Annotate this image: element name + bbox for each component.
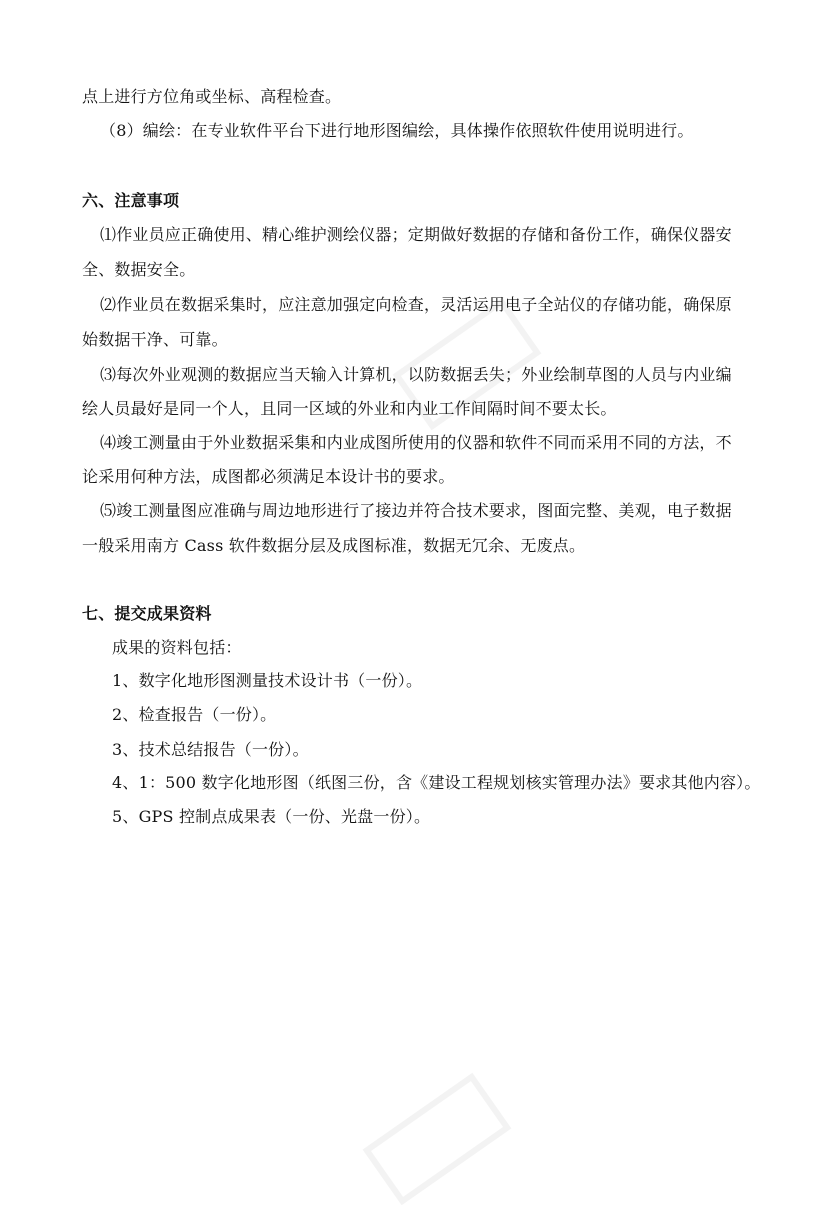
list-item: 5、GPS 控制点成果表（一份、光盘一份）。 xyxy=(112,807,431,826)
body-text-line: ⑴作业员应正确使用、精心维护测绘仪器；定期做好数据的存储和备份工作，确保仪器安 xyxy=(100,225,732,244)
body-text-line: 绘人员最好是同一个人，且同一区域的外业和内业工作间隔时间不要太长。 xyxy=(82,399,617,418)
body-text-line: ⑶每次外业观测的数据应当天输入计算机，以防数据丢失；外业绘制草图的人员与内业编 xyxy=(100,365,732,384)
section-heading-6: 六、注意事项 xyxy=(82,191,180,210)
body-text-line: ⑸竣工测量图应准确与周边地形进行了接边并符合技术要求，图面完整、美观，电子数据 xyxy=(100,501,732,520)
list-intro: 成果的资料包括： xyxy=(112,638,242,657)
body-text-line: （8）编绘：在专业软件平台下进行地形图编绘，具体操作依照软件使用说明进行。 xyxy=(100,121,694,140)
list-item: 4、1：500 数字化地形图（纸图三份，含《建设工程规划核实管理办法》要求其他内容）。 xyxy=(112,773,761,792)
list-item: 1、数字化地形图测量技术设计书（一份）。 xyxy=(112,671,423,690)
watermark-mark xyxy=(363,1073,512,1205)
body-text-line: 全、数据安全。 xyxy=(82,260,196,279)
body-text-line: 论采用何种方法，成图都必须满足本设计书的要求。 xyxy=(82,467,455,486)
section-heading-7: 七、提交成果资料 xyxy=(82,604,212,623)
body-text-line: 始数据干净、可靠。 xyxy=(82,330,228,349)
list-item: 2、检查报告（一份）。 xyxy=(112,705,277,724)
body-text-line: 一般采用南方 Cass 软件数据分层及成图标准，数据无冗余、无废点。 xyxy=(82,536,586,555)
body-text-line: ⑷竣工测量由于外业数据采集和内业成图所使用的仪器和软件不同而采用不同的方法，不 xyxy=(100,433,732,452)
list-item: 3、技术总结报告（一份）。 xyxy=(112,740,309,759)
body-text-line: ⑵作业员在数据采集时，应注意加强定向检查，灵活运用电子全站仪的存储功能，确保原 xyxy=(100,295,732,314)
body-text-line: 点上进行方位角或坐标、高程检查。 xyxy=(82,87,342,106)
